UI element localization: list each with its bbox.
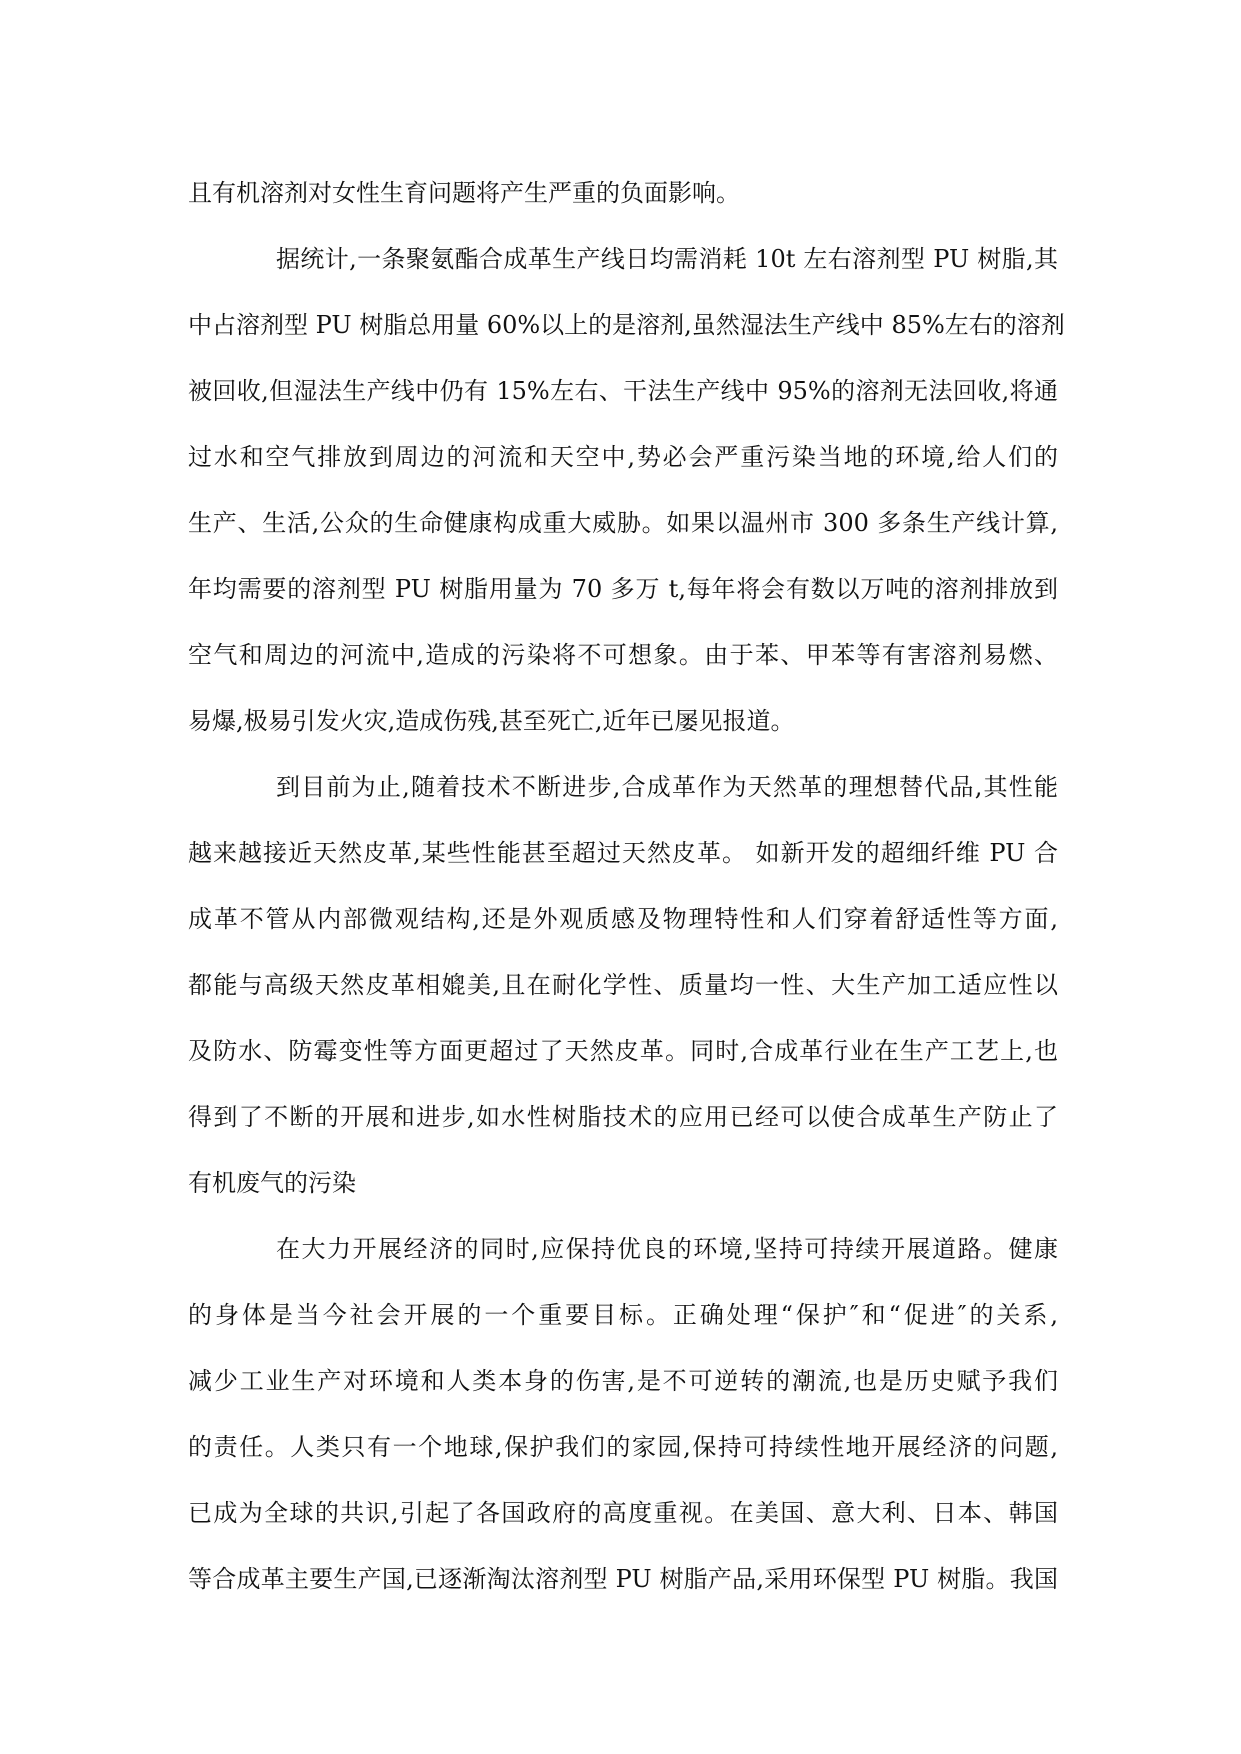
text-line: 及防水、防霉变性等方面更超过了天然皮革。同时,合成革行业在生产工艺上,也 (188, 1037, 1058, 1065)
text-line: 且有机溶剂对女性生育问题将产生严重的负面影响。 (188, 179, 740, 207)
text-line: 在大力开展经济的同时,应保持优良的环境,坚持可持续开展道路。健康 (276, 1235, 1058, 1263)
text-line: 的身体是当今社会开展的一个重要目标。正确处理“保护″和“促进″的关系, (188, 1301, 1058, 1329)
text-line: 有机废气的污染 (188, 1169, 356, 1197)
text-line: 易爆,极易引发火灾,造成伤残,甚至死亡,近年已屡见报道。 (188, 707, 795, 735)
text-line: 成革不管从内部微观结构,还是外观质感及物理特性和人们穿着舒适性等方面, (188, 905, 1058, 933)
text-line: 减少工业生产对环境和人类本身的伤害,是不可逆转的潮流,也是历史赋予我们 (188, 1367, 1058, 1395)
text-line: 都能与高级天然皮革相媲美,且在耐化学性、质量均一性、大生产加工适应性以 (188, 971, 1058, 999)
text-line: 空气和周边的河流中,造成的污染将不可想象。由于苯、甲苯等有害溶剂易燃、 (188, 641, 1058, 669)
text-line: 中占溶剂型 PU 树脂总用量 60%以上的是溶剂,虽然湿法生产线中 85%左右的溶剂 (188, 311, 1065, 339)
text-line: 被回收,但湿法生产线中仍有 15%左右、干法生产线中 95%的溶剂无法回收,将通 (188, 377, 1058, 405)
text-line: 到目前为止,随着技术不断进步,合成革作为天然革的理想替代品,其性能 (276, 773, 1058, 801)
text-line: 得到了不断的开展和进步,如水性树脂技术的应用已经可以使合成革生产防止了 (188, 1103, 1058, 1131)
text-line: 据统计,一条聚氨酯合成革生产线日均需消耗 10t 左右溶剂型 PU 树脂,其 (276, 245, 1058, 273)
text-line: 等合成革主要生产国,已逐渐淘汰溶剂型 PU 树脂产品,采用环保型 PU 树脂。我国 (188, 1565, 1058, 1593)
text-line: 的责任。人类只有一个地球,保护我们的家园,保持可持续性地开展经济的问题, (188, 1433, 1058, 1461)
text-line: 已成为全球的共识,引起了各国政府的高度重视。在美国、意大利、日本、韩国 (188, 1499, 1058, 1527)
text-line: 越来越接近天然皮革,某些性能甚至超过天然皮革。 如新开发的超细纤维 PU 合 (188, 839, 1058, 867)
text-line: 年均需要的溶剂型 PU 树脂用量为 70 多万 t,每年将会有数以万吨的溶剂排放到 (188, 575, 1058, 603)
text-line: 生产、生活,公众的生命健康构成重大威胁。如果以温州市 300 多条生产线计算, (188, 509, 1058, 537)
document-body (188, 160, 1065, 1612)
text-line: 过水和空气排放到周边的河流和天空中,势必会严重污染当地的环境,给人们的 (188, 443, 1058, 471)
